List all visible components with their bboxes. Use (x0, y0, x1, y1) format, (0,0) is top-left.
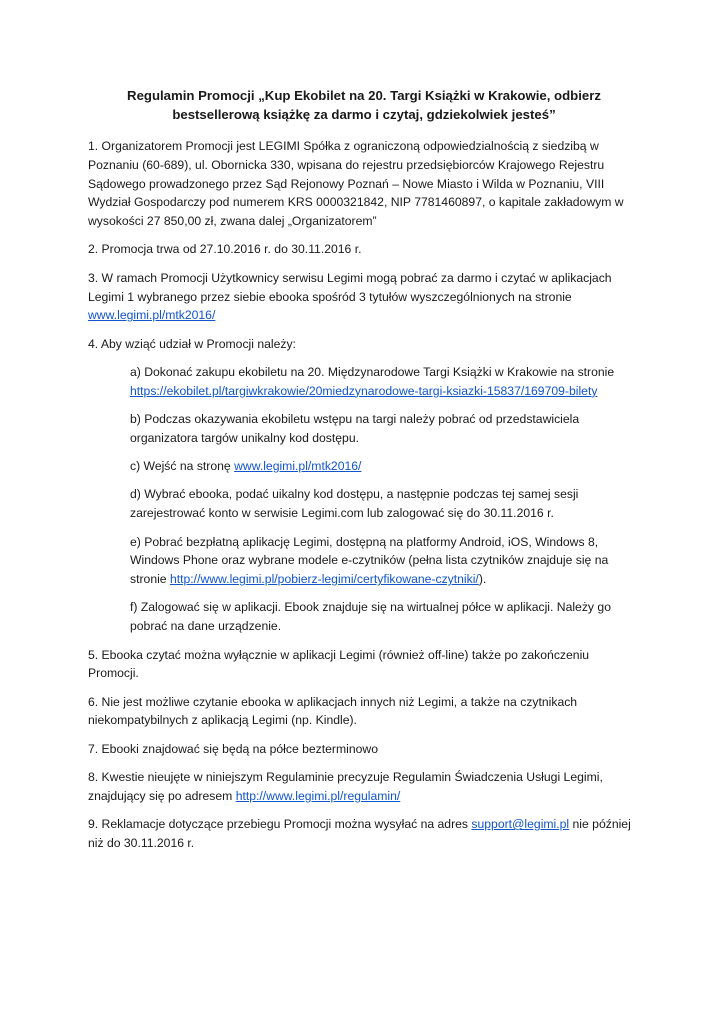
document-title: Regulamin Promocji „Kup Ekobilet na 20. Targi Książki w Krakowie, odbierz bestsellerową książkę za darmo i czytaj, gdziekolwiek jesteś” (127, 88, 601, 122)
step-f: f) Zalogować się w aplikacji. Ebook znajduje się na wirtualnej półce w aplikacji. Należy go pobrać na dane urządzenie. (130, 600, 611, 634)
document-page (88, 86, 640, 862)
regulamin-link[interactable]: http://www.legimi.pl/regulamin/ (235, 788, 401, 803)
step-e-after: ). (478, 572, 487, 587)
paragraph-2: 2. Promocja trwa od 27.10.2016 r. do 30.11.2016 r. (88, 242, 362, 257)
step-e (130, 533, 640, 589)
ekobilet-link[interactable]: https://ekobilet.pl/targiwkrakowie/20miedzynarodowe-targi-ksiazki-15837/169709-bilety (130, 383, 598, 398)
paragraph-4: 4. Aby wziąć udział w Promocji należy: (88, 336, 296, 351)
support-email-link[interactable]: support@legimi.pl (471, 817, 570, 832)
mtk2016-link[interactable]: www.legimi.pl/mtk2016/ (88, 308, 216, 323)
step-b: b) Podczas okazywania ekobiletu wstępu na targi należy pobrać od przedstawiciela organizatora targów unikalny kod dostępu. (130, 412, 580, 445)
step-e-text: e) Pobrać bezpłatną aplikację Legimi, dostępną na platformy Android, iOS, Windows 8, Windows Phone oraz wybrane modele e-czytników (pełna lista czytników znajduje się na stronie (130, 534, 609, 587)
paragraph-6: 6. Nie jest możliwe czytanie ebooka w aplikacjach innych niż Legimi, a także na czytnikach niekompatybilnych z aplikacją Legimi (np. Kindle). (88, 694, 578, 728)
mtk2016-link-step-c[interactable]: www.legimi.pl/mtk2016/ (234, 459, 362, 474)
step-d: d) Wybrać ebooka, podać uikalny kod dostępu, a następnie podczas tej samej sesji zarejestrować konto w serwisie Legimi.com lub zalogować się do 30.11.2016 r. (130, 487, 579, 521)
paragraph-8 (88, 768, 640, 806)
step-a-text: a) Dokonać zakupu ekobiletu na 20. Międzynarodowe Targi Książki w Krakowie na stronie (130, 364, 615, 379)
step-c-text: c) Wejść na stronę (130, 459, 235, 474)
paragraph-1: 1. Organizatorem Promocji jest LEGIMI Spółka z ograniczoną odpowiedzialnością z siedzibą w Poznaniu (60-689), ul. Obornicka 330, wpisana do rejestru przedsiębiorców Krajowego Rejestru Sądowego prowadzonego przez Sąd Rejonowy Poznań – Nowe Miasto i Wilda w Poznaniu, VIII Wydział Gospodarczy pod numerem KRS 0000321842, NIP 7781460897, o kapitale zakładowym w wysokości 27 850,00 zł, zwana dalej „Organizatorem” (88, 139, 624, 229)
paragraph-5: 5. Ebooka czytać można wyłącznie w aplikacji Legimi (również off-line) także po zakończeniu Promocji. (88, 647, 590, 681)
step-a (130, 363, 640, 401)
paragraph-3 (88, 269, 640, 325)
paragraph-8-text: 8. Kwestie nieujęte w niniejszym Regulaminie precyzuje Regulamin Świadczenia Usługi Legimi, znajdujący się po adresem (88, 770, 603, 803)
paragraph-9-after: nie później niż do 30.11.2016 r. (88, 817, 631, 850)
paragraph-9-text: 9. Reklamacje dotyczące przebiegu Promocji można wysyłać na adres (88, 817, 472, 832)
paragraph-9 (88, 815, 640, 853)
certified-readers-link[interactable]: http://www.legimi.pl/pobierz-legimi/certyfikowane-czytniki/ (169, 572, 479, 587)
paragraph-7: 7. Ebooki znajdować się będą na półce bezterminowo (88, 741, 378, 756)
paragraph-3-text: 3. W ramach Promocji Użytkownicy serwisu Legimi mogą pobrać za darmo i czytać w aplikacjach Legimi 1 wybranego przez siebie ebooka spośród 3 tytułów wyszczególnionych na stronie (88, 270, 612, 304)
step-c (130, 457, 640, 476)
